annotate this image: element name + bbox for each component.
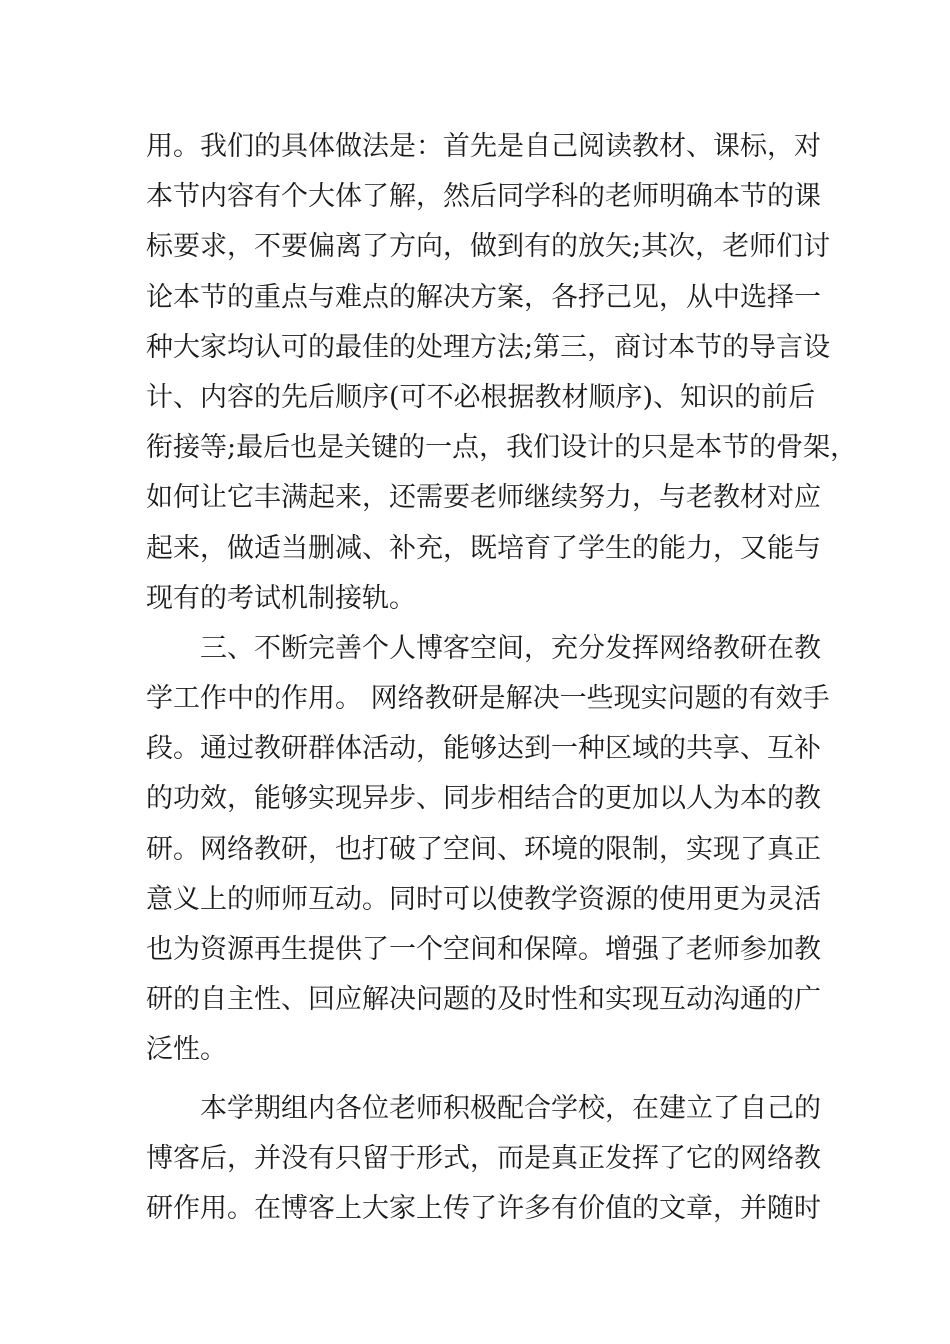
text-line: 本节内容有个大体了解，然后同学科的老师明确本节的课 — [146, 181, 821, 213]
text-line: 用。我们的具体做法是：首先是自己阅读教材、课标，对 — [146, 131, 821, 162]
text-line: 三、不断完善个人博客空间，充分发挥网络教研在教 — [200, 632, 821, 664]
text-line: 泛性。 — [146, 1034, 227, 1066]
paragraph-1 — [146, 122, 858, 624]
paragraph-2 — [146, 624, 836, 1076]
paragraph-gap — [146, 1076, 836, 1084]
paragraph-3 — [146, 1084, 836, 1235]
text-line: 计、内容的先后顺序(可不必根据教材顺序)、知识的前后 — [146, 381, 816, 413]
text-line: 也为资源再生提供了一个空间和保障。增强了老师参加教 — [146, 934, 821, 965]
text-line: 标要求，不要偏离了方向，做到有的放矢;其次，老师们讨 — [146, 231, 831, 263]
text-line: 意义上的师师互动。同时可以使教学资源的使用更为灵活 — [146, 883, 821, 915]
text-line: 研的自主性、回应解决问题的及时性和实现互动沟通的广 — [146, 984, 821, 1016]
text-line: 论本节的重点与难点的解决方案，各抒己见，从中选择一 — [146, 281, 821, 313]
text-line: 如何让它丰满起来，还需要老师继续努力，与老教材对应 — [146, 482, 821, 514]
document-body — [146, 122, 858, 1234]
text-line: 的功效，能够实现异步、同步相结合的更加以人为本的教 — [146, 783, 821, 815]
text-line: 本学期组内各位老师积极配合学校，在建立了自己的 — [200, 1092, 821, 1124]
text-line: 衔接等;最后也是关键的一点，我们设计的只是本节的骨架， — [146, 432, 858, 464]
text-line: 研作用。在博客上大家上传了许多有价值的文章，并随时 — [146, 1192, 821, 1224]
text-line: 博客后，并没有只留于形式，而是真正发挥了它的网络教 — [146, 1142, 821, 1174]
text-line: 现有的考试机制接轨。 — [146, 582, 416, 614]
text-line: 研。网络教研，也打破了空间、环境的限制，实现了真正 — [146, 833, 821, 865]
text-line: 段。通过教研群体活动，能够达到一种区域的共享、互补 — [146, 733, 821, 765]
text-line: 学工作中的作用。 网络教研是解决一些现实问题的有效手 — [146, 683, 830, 715]
text-line: 起来，做适当删减、补充，既培育了学生的能力，又能与 — [146, 532, 821, 564]
text-line: 种大家均认可的最佳的处理方法;第三，商讨本节的导言设 — [146, 331, 831, 363]
